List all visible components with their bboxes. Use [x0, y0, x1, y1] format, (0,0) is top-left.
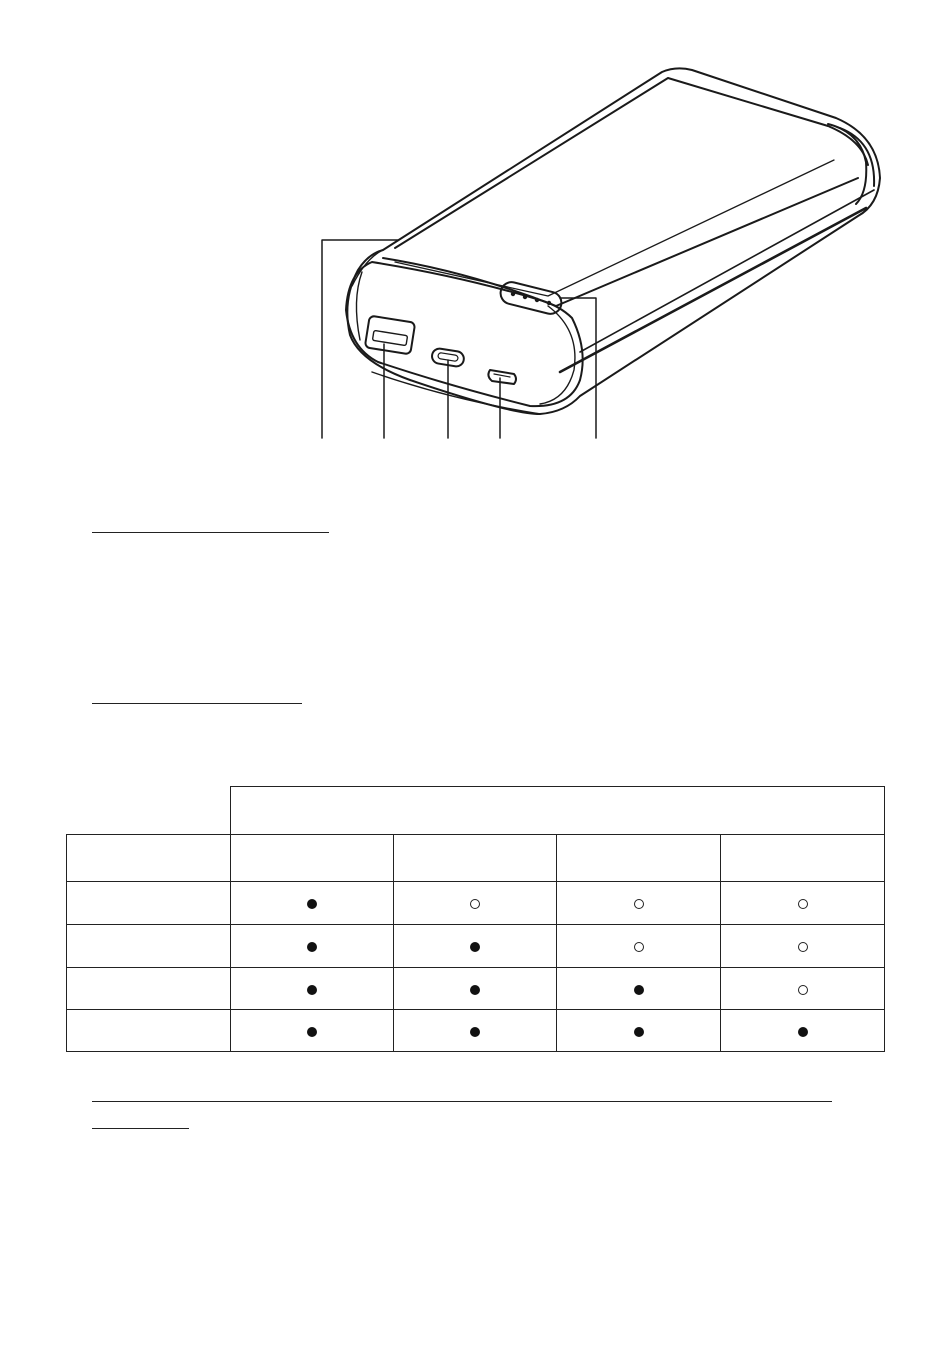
usb-a-port: [365, 316, 415, 355]
row-label-cell: [67, 1010, 231, 1052]
table-header-row-1: [67, 787, 885, 835]
led-state-cell: [394, 882, 557, 925]
led-state-cell: [231, 968, 394, 1010]
led-state-cell: [557, 925, 721, 968]
led-state-cell: [231, 1010, 394, 1052]
power-bank-illustration: [0, 0, 950, 450]
right-end-cap-inner: [840, 128, 874, 186]
section-rule-2: [92, 703, 302, 704]
table-header-cell: [394, 835, 557, 882]
led-state-cell: [231, 882, 394, 925]
callout-lines: [322, 240, 596, 438]
table-header-cell: [67, 835, 231, 882]
led-off-icon: [798, 899, 808, 909]
led-state-cell: [557, 882, 721, 925]
led-on-icon: [307, 1027, 317, 1037]
table-row: [67, 1010, 885, 1052]
led-on-icon: [470, 942, 480, 952]
usb-a-port-tongue: [372, 330, 407, 345]
led-state-cell: [557, 1010, 721, 1052]
micro-usb-port: [488, 370, 516, 384]
led-state-cell: [394, 1010, 557, 1052]
table-header-span: [231, 787, 885, 835]
front-panel-inner-contour: [356, 272, 362, 340]
led-state-cell: [721, 882, 885, 925]
led-state-cell: [394, 968, 557, 1010]
table-corner-blank: [67, 787, 231, 835]
table-row: [67, 882, 885, 925]
led-off-icon: [634, 942, 644, 952]
power-bank-body-outline: [347, 68, 880, 414]
led-state-cell: [394, 925, 557, 968]
led-state-cell: [231, 925, 394, 968]
table-header-cell: [231, 835, 394, 882]
section-rule-3: [92, 1101, 832, 1102]
led-on-icon: [634, 1027, 644, 1037]
led-on-icon: [470, 1027, 480, 1037]
table-row: [67, 925, 885, 968]
front-end-panel: [346, 262, 583, 406]
row-label-cell: [67, 882, 231, 925]
top-face-front-seam: [383, 178, 858, 306]
led-state-cell: [721, 925, 885, 968]
led-state-cell: [721, 968, 885, 1010]
led-off-icon: [798, 985, 808, 995]
led-on-icon: [307, 899, 317, 909]
led-off-icon: [470, 899, 480, 909]
side-seam-lower: [560, 208, 866, 372]
led-on-icon: [798, 1027, 808, 1037]
led-status-table: [66, 786, 885, 1052]
led-dot-2: [523, 295, 527, 299]
led-dot-3: [535, 298, 539, 302]
table-header-cell: [721, 835, 885, 882]
front-panel-right-contour: [540, 306, 575, 404]
bottom-shell-edge: [372, 372, 540, 414]
table-header-row-2: [67, 835, 885, 882]
led-off-icon: [798, 942, 808, 952]
led-dot-4: [547, 301, 551, 305]
table-header-cell: [557, 835, 721, 882]
section-rule-4: [92, 1128, 189, 1129]
row-label-cell: [67, 968, 231, 1010]
led-on-icon: [634, 985, 644, 995]
section-rule-1: [92, 532, 329, 533]
led-state-cell: [557, 968, 721, 1010]
led-on-icon: [307, 942, 317, 952]
top-left-corner: [352, 250, 383, 286]
top-face-edge: [395, 78, 868, 248]
table-row: [67, 968, 885, 1010]
led-dot-1: [511, 292, 515, 296]
row-label-cell: [67, 925, 231, 968]
side-seam-upper: [580, 190, 874, 352]
led-off-icon: [634, 899, 644, 909]
micro-usb-port-inner: [494, 374, 510, 377]
led-on-icon: [307, 985, 317, 995]
led-on-icon: [470, 985, 480, 995]
led-state-cell: [721, 1010, 885, 1052]
